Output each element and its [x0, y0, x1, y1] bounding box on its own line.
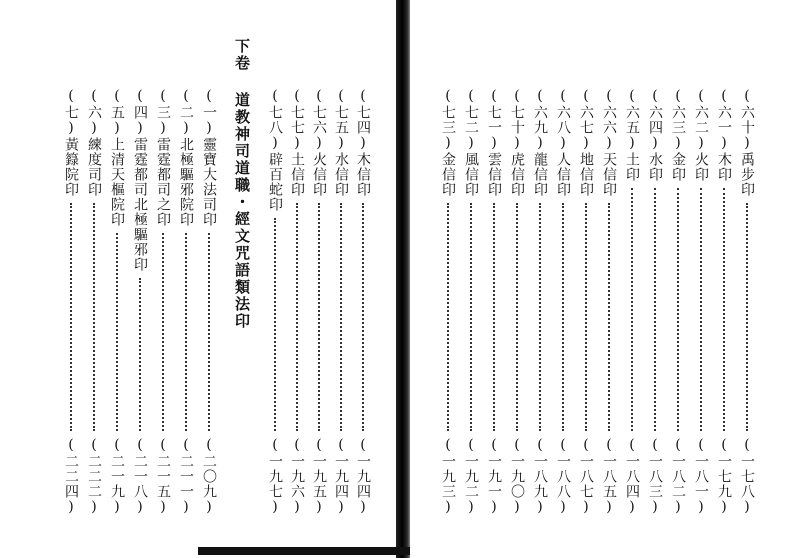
toc-entry [736, 88, 758, 516]
toc-entry [352, 88, 374, 516]
entry-title: 金信印 [440, 152, 456, 197]
section-heading: 下卷 [233, 38, 251, 72]
toc-entry [152, 88, 174, 516]
entry-title: 地信印 [578, 152, 594, 197]
entry-title: 虎信印 [509, 152, 525, 197]
entry-page: (一九四) [333, 437, 349, 516]
entry-page: (一八三) [647, 437, 663, 516]
entry-title: 練度司印 [86, 137, 102, 197]
entry-page: (一九三) [440, 437, 456, 516]
entry-number: (七五) [333, 88, 349, 152]
toc-entry [437, 88, 459, 516]
toc-entry [175, 88, 197, 516]
toc-entry [598, 88, 620, 516]
toc-entry [575, 88, 597, 516]
entry-page: (一八八) [555, 437, 571, 516]
leader-dots [631, 188, 633, 431]
entry-title: 土印 [624, 152, 640, 182]
entry-number: (二) [178, 88, 194, 137]
toc-entry [644, 88, 666, 516]
leader-dots [723, 188, 725, 431]
entry-number: (三) [155, 88, 171, 137]
entry-page: (一八四) [624, 437, 640, 516]
entry-title: 水信印 [333, 152, 349, 197]
entry-number: (七四) [355, 88, 371, 152]
entry-title: 金印 [670, 152, 686, 182]
entry-title: 上清天樞院印 [109, 137, 125, 227]
entry-number: (一) [201, 88, 217, 137]
entry-page: (二〇九) [201, 437, 217, 516]
leader-dots [562, 203, 564, 431]
toc-entry [506, 88, 528, 516]
entry-number: (七) [63, 88, 79, 137]
leader-dots [185, 233, 187, 431]
toc-entry [106, 88, 128, 516]
toc-entry [713, 88, 735, 516]
leader-dots [470, 203, 472, 431]
entry-title: 火印 [693, 152, 709, 182]
entry-title: 雲信印 [486, 152, 502, 197]
entry-title: 木信印 [355, 152, 371, 197]
toc-entry [286, 88, 308, 516]
entry-page: (一九二) [463, 437, 479, 516]
entry-number: (六八) [555, 88, 571, 152]
entry-number: (六九) [532, 88, 548, 152]
entry-number: (七十) [509, 88, 525, 152]
chapter-title: 道教神司道職・經文咒語類法印 [233, 92, 251, 330]
entry-page: (一八九) [532, 437, 548, 516]
toc-entry [198, 88, 220, 516]
leader-dots [700, 188, 702, 431]
leader-dots [493, 203, 495, 431]
entry-number: (七八) [267, 88, 283, 152]
entry-number: (七一) [486, 88, 502, 152]
toc-entry [690, 88, 712, 516]
entry-page: (二二四) [63, 437, 79, 516]
entry-title: 禹步印 [739, 152, 755, 197]
entry-page: (一九〇) [509, 437, 525, 516]
leader-dots [654, 188, 656, 431]
entry-number: (六) [86, 88, 102, 137]
leader-dots [274, 218, 276, 431]
entry-number: (六四) [647, 88, 663, 152]
entry-number: (六三) [670, 88, 686, 152]
entry-number: (六七) [578, 88, 594, 152]
entry-title: 水印 [647, 152, 663, 182]
entry-title: 風信印 [463, 152, 479, 197]
leader-dots [296, 203, 298, 431]
leader-dots [539, 203, 541, 431]
entry-number: (四) [132, 88, 148, 137]
bottom-rule [198, 547, 413, 555]
leader-dots [585, 203, 587, 431]
entry-number: (七三) [440, 88, 456, 152]
entry-title: 黃籙院印 [63, 137, 79, 197]
entry-number: (七六) [311, 88, 327, 152]
entry-page: (一九六) [289, 437, 305, 516]
entry-page: (二一八) [132, 437, 148, 516]
entry-title: 辟百蛇印 [267, 152, 283, 212]
leader-dots [162, 233, 164, 431]
toc-entry [330, 88, 352, 516]
leader-dots [516, 203, 518, 431]
entry-number: (六五) [624, 88, 640, 152]
entry-page: (二一一) [178, 437, 194, 516]
toc-entry [129, 88, 151, 516]
entry-title: 北極驅邪院印 [178, 137, 194, 227]
leader-dots [70, 203, 72, 431]
entry-page: (一八五) [601, 437, 617, 516]
entry-page: (一九七) [267, 437, 283, 516]
entry-title: 土信印 [289, 152, 305, 197]
toc-entry [60, 88, 82, 516]
leader-dots [677, 188, 679, 431]
entry-number: (七二) [463, 88, 479, 152]
leader-dots [340, 203, 342, 431]
entry-title: 人信印 [555, 152, 571, 197]
entry-title: 天信印 [601, 152, 617, 197]
toc-entry [621, 88, 643, 516]
toc-entry [667, 88, 689, 516]
entry-number: (六二) [693, 88, 709, 152]
entry-page: (一九五) [311, 437, 327, 516]
leader-dots [746, 203, 748, 431]
entry-page: (一八一) [693, 437, 709, 516]
toc-entry [83, 88, 105, 516]
entry-number: (五) [109, 88, 125, 137]
entry-number: (六六) [601, 88, 617, 152]
toc-entry [529, 88, 551, 516]
entry-number: (六十) [739, 88, 755, 152]
entry-page: (一七八) [739, 437, 755, 516]
toc-entry [264, 88, 286, 516]
entry-page: (一七九) [716, 437, 732, 516]
right-page [410, 0, 793, 558]
toc-entry [483, 88, 505, 516]
entry-title: 火信印 [311, 152, 327, 197]
leader-dots [608, 203, 610, 431]
entry-title: 木印 [716, 152, 732, 182]
toc-entry [308, 88, 330, 516]
entry-page: (一八二) [670, 437, 686, 516]
entry-page: (二一五) [155, 437, 171, 516]
toc-entry [552, 88, 574, 516]
entry-number: (六一) [716, 88, 732, 152]
toc-entry [460, 88, 482, 516]
entry-title: 靈寶大法司印 [201, 137, 217, 227]
entry-title: 雷霆都司北極驅邪印 [132, 137, 148, 272]
leader-dots [447, 203, 449, 431]
entry-page: (一八七) [578, 437, 594, 516]
entry-page: (二二二) [86, 437, 102, 516]
entry-title: 龍信印 [532, 152, 548, 197]
entry-page: (一九四) [355, 437, 371, 516]
leader-dots [116, 233, 118, 431]
entry-page: (一九一) [486, 437, 502, 516]
entry-page: (二一九) [109, 437, 125, 516]
leader-dots [362, 203, 364, 431]
leader-dots [318, 203, 320, 431]
entry-number: (七七) [289, 88, 305, 152]
leader-dots [208, 233, 210, 431]
entry-title: 雷霆都司之印 [155, 137, 171, 227]
leader-dots [93, 203, 95, 431]
leader-dots [139, 278, 141, 431]
